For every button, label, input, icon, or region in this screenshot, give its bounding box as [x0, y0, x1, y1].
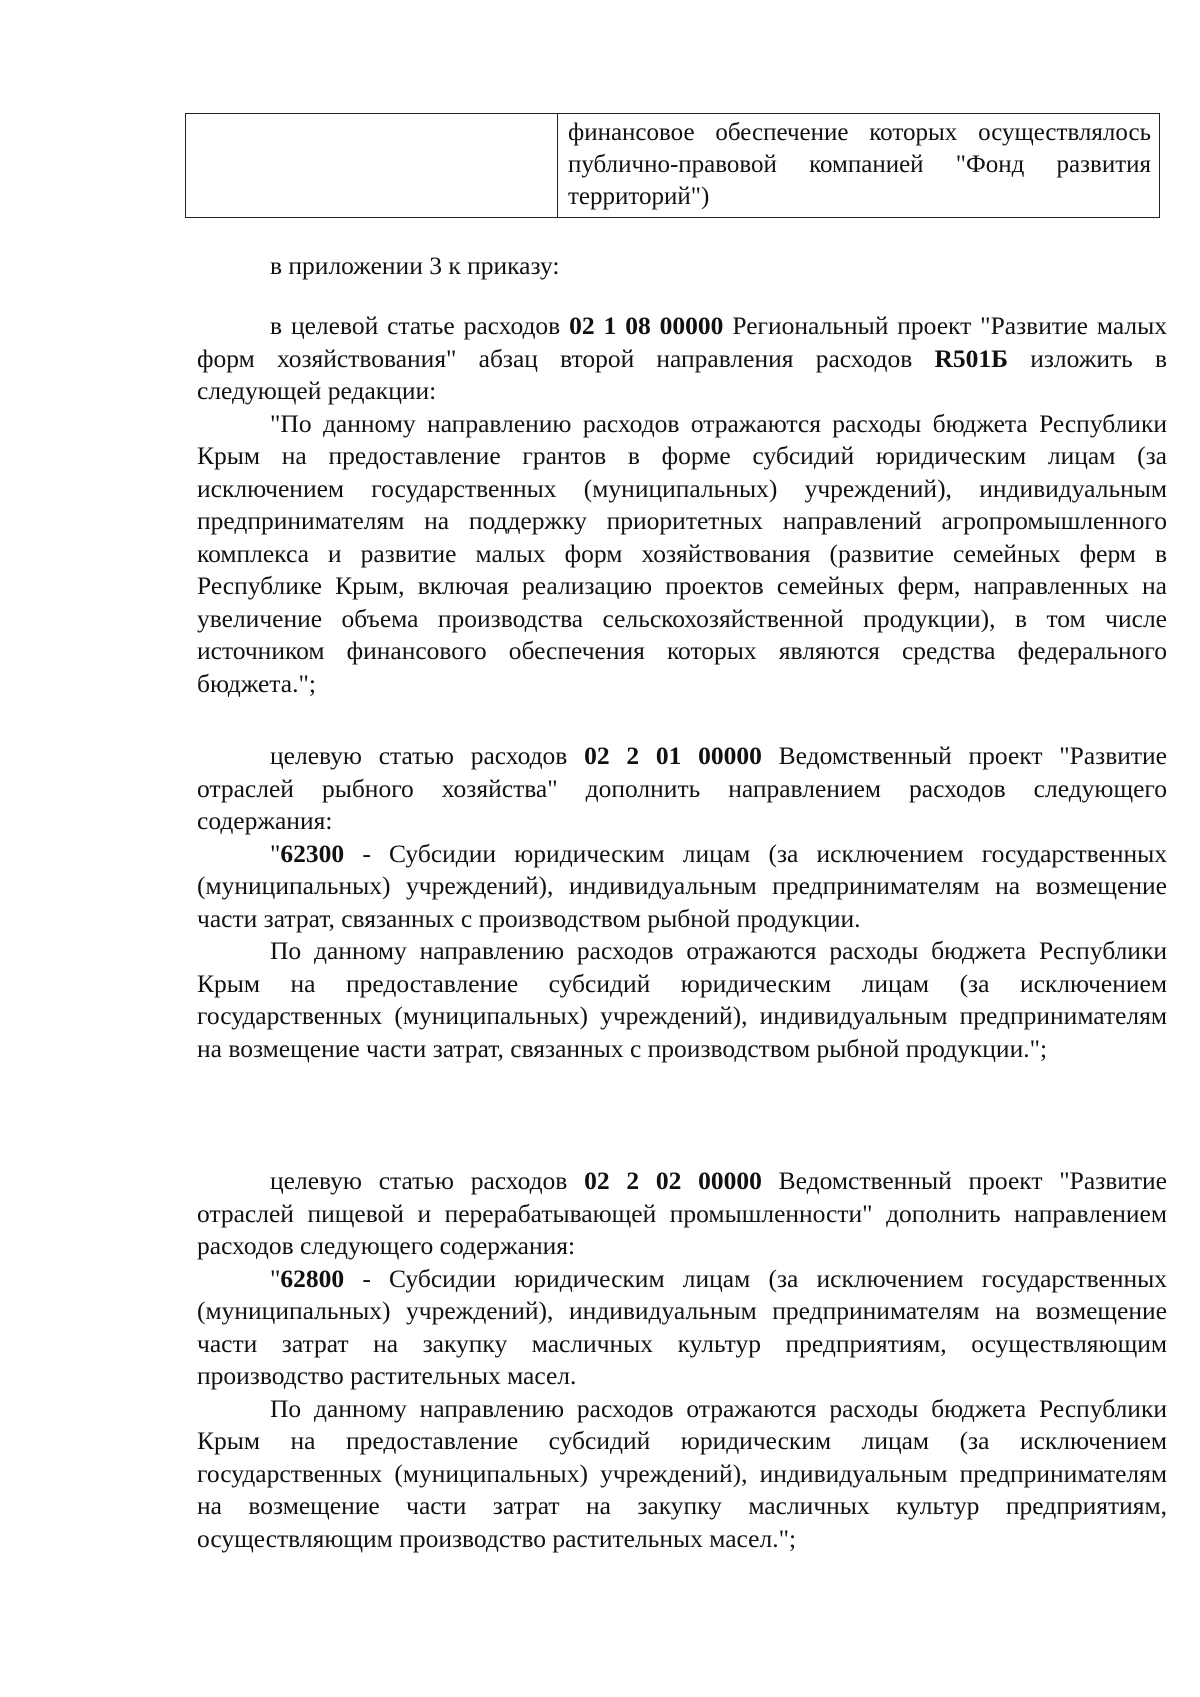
- amendment-table: [185, 113, 1160, 218]
- section-62300-heading: целевую статью расходов 02 2 01 00000 Ведомственный проект "Развитие отраслей рыбного хозяйства" дополнить направлением расходов следующего содержания:: [197, 741, 1167, 835]
- section-62300: [197, 740, 1167, 1065]
- direction-code: 62800: [280, 1263, 345, 1293]
- section-62800-description: По данному направлению расходов отражаются расходы бюджета Республики Крым на предоставление субсидий юридическим лицам (за исключением государственных (муниципальных) учреждений), индивидуальным предпринимателям на возмещение части затрат на закупку масличных культур предприятиям, осуществляющим производство растительных масел.";: [197, 1393, 1167, 1553]
- table-right-cell: финансовое обеспечение которых осуществлялось публично-правовой компанией "Фонд развития территорий"): [568, 119, 1151, 210]
- section-62800-direction: "62800 - Субсидии юридическим лицам (за исключением государственных (муниципальных) учреждений), индивидуальным предпринимателям на возмещение части затрат на закупку масличных культур предприятиям, осуществляющим производство растительных масел.: [197, 1263, 1167, 1390]
- direction-code: 62300: [280, 838, 345, 868]
- section-62300-direction: "62300 - Субсидии юридическим лицам (за исключением государственных (муниципальных) учреждений), индивидуальным предпринимателям на возмещение части затрат, связанных с производством рыбной продукции.: [197, 838, 1167, 933]
- section-62800: [197, 1165, 1167, 1555]
- section-r501b-quote: "По данному направлению расходов отражаются расходы бюджета Республики Крым на предоставление грантов в форме субсидий юридическим лицам (за исключением государственных (муниципальных) учреждений), индивидуальным предпринимателям на поддержку приоритетных направлений агропромышленного комплекса и развитие малых форм хозяйствования (развитие семейных ферм в Республике Крым, включая реализацию проектов семейных ферм, направленных на увеличение объема производства сельскохозяйственной продукции), в том числе источником финансового обеспечения которых являются средства федерального бюджета.";: [197, 408, 1167, 698]
- target-article-code: 02 2 02 00000: [584, 1166, 762, 1195]
- section-r501b: [197, 310, 1167, 700]
- intro-line: в приложении 3 к приказу:: [270, 251, 560, 280]
- section-62800-heading: целевую статью расходов 02 2 02 00000 Ведомственный проект "Развитие отраслей пищевой и перерабатывающей промышленности" дополнить направлением расходов следующего содержания:: [197, 1166, 1167, 1260]
- target-article-code: 02 1 08 00000: [569, 311, 724, 340]
- section-62300-description: По данному направлению расходов отражаются расходы бюджета Республики Крым на предоставление субсидий юридическим лицам (за исключением государственных (муниципальных) учреждений), индивидуальным предпринимателям на возмещение части затрат, связанных с производством рыбной продукции.";: [197, 936, 1167, 1063]
- direction-code: R501Б: [934, 343, 1009, 373]
- table-left-cell: [186, 114, 558, 217]
- section-r501b-heading: в целевой статье расходов 02 1 08 00000 Региональный проект "Развитие малых форм хозяйствования" абзац второй направления расходов R501Б изложить в следующей редакции:: [197, 311, 1167, 405]
- target-article-code: 02 2 01 00000: [584, 741, 762, 770]
